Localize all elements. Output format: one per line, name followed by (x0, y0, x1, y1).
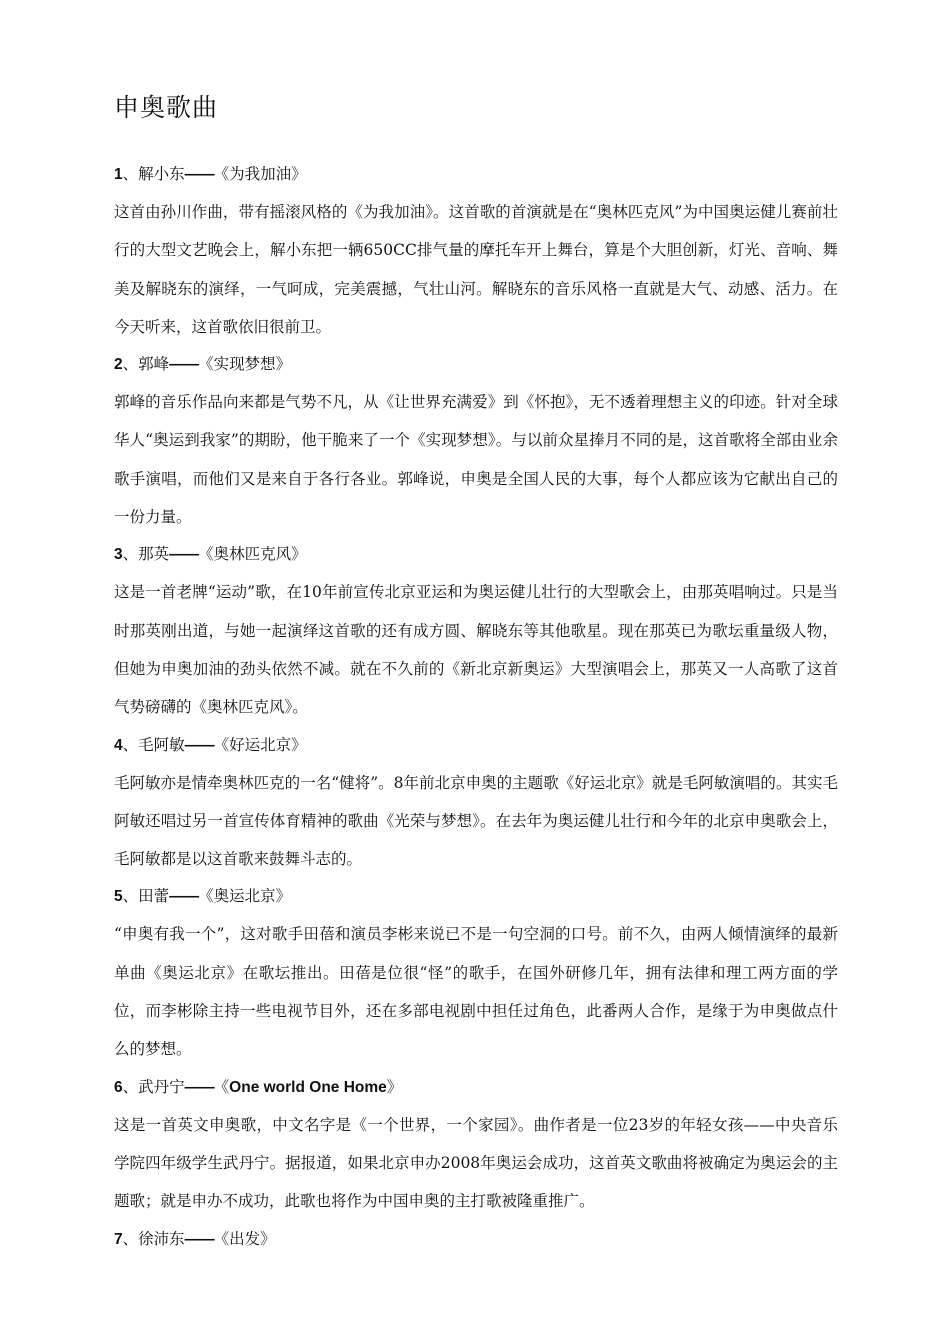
separator: 、 (122, 545, 139, 564)
dash: —— (184, 166, 214, 183)
song-title: 《好运北京》 (213, 735, 307, 754)
song-artist: 武丹宁 (138, 1077, 185, 1096)
song-number: 4 (114, 736, 123, 754)
song-title-close: 》 (386, 1077, 403, 1096)
separator: 、 (122, 355, 139, 374)
separator: 、 (122, 1077, 139, 1096)
song-description: 这首由孙川作曲，带有摇滚风格的《为我加油》。这首歌的首演就是在“奥林匹克风”为中国奥运健儿赛前壮行的大型文艺晚会上，解小东把一辆650CC排气量的摩托车开上舞台，算是个大胆创新，灯光、音响、舞美及解晓东的演绎，一气呵成，完美震撼，气壮山河。解晓东的音乐风格一直就是大气、动感、活力。在今天听来，这首歌依旧很前卫。 (114, 203, 838, 336)
song-artist: 毛阿敏 (138, 735, 185, 754)
song-description: 郭峰的音乐作品向来都是气势不凡，从《让世界充满爱》到《怀抱》，无不透着理想主义的印迹。针对全球华人“奥运到我家”的期盼，他干脆来了一个《实现梦想》。与以前众星捧月不同的是，这首歌将全部由业余歌手演唱，而他们又是来自于各行各业。郭峰说，申奥是全国人民的大事，每个人都应该为它献出自己的一份力量。 (114, 393, 838, 527)
song-section-5 (114, 887, 838, 1068)
song-section-4 (114, 736, 838, 879)
song-title-open: 《 (213, 1077, 230, 1096)
dash: —— (184, 736, 214, 754)
song-section-1 (114, 165, 838, 346)
song-description: 毛阿敏亦是情牵奥林匹克的一名“健将”。8年前北京申奥的主题歌《好运北京》就是毛阿敏演唱的。其实毛阿敏还唱过另一首宣传体育精神的歌曲《光荣与梦想》。在去年为奥运健儿壮行和今年的北京申奥歌会上，毛阿敏都是以这首歌来鼓舞斗志的。 (114, 773, 838, 869)
separator: 、 (122, 735, 139, 754)
song-number: 6 (114, 1078, 123, 1096)
song-title: 《出发》 (213, 1229, 276, 1248)
song-section-6 (114, 1078, 838, 1221)
song-number: 3 (114, 546, 123, 564)
song-artist: 郭峰 (138, 355, 170, 374)
separator: 、 (122, 1229, 139, 1248)
song-title: 《奥运北京》 (198, 887, 292, 906)
song-artist: 解小东 (138, 165, 185, 183)
song-heading (114, 1078, 838, 1097)
song-description: 这是一首英文申奥歌，中文名字是《一个世界，一个家园》。曲作者是一位23岁的年轻女孩——中央音乐学院四年级学生武丹宁。据报道，如果北京申办2008年奥运会成功，这首英文歌曲将被确定为奥运会的主题歌；就是申办不成功，此歌也将作为中国申奥的主打歌被隆重推广。 (114, 1115, 838, 1211)
song-title: 《为我加油》 (213, 165, 307, 183)
separator: 、 (122, 165, 139, 183)
dash: —— (169, 888, 199, 906)
song-artist: 田蕾 (138, 887, 170, 906)
song-number: 2 (114, 356, 123, 374)
song-title-english: One world One Home (229, 1078, 387, 1096)
song-heading (114, 355, 838, 374)
song-description: “申奥有我一个”，这对歌手田蓓和演员李彬来说已不是一句空洞的口号。前不久，由两人倾情演绎的最新单曲《奥运北京》在歌坛推出。田蓓是位很“怪”的歌手，在国外研修几年，拥有法律和理工两方面的学位，而李彬除主持一些电视节目外，还在多部电视剧中担任过角色，此番两人合作，是缘于为申奥做点什么的梦想。 (114, 925, 838, 1059)
separator: 、 (122, 887, 139, 906)
song-section-3 (114, 545, 838, 726)
song-heading (114, 165, 838, 184)
document-title: 申奥歌曲 (114, 93, 219, 122)
song-heading (114, 736, 838, 755)
song-heading (114, 887, 838, 906)
song-number: 1 (114, 166, 123, 183)
song-description: 这是一首老牌“运动”歌，在10年前宣传北京亚运和为奥运健儿壮行的大型歌会上，由那英唱响过。只是当时那英刚出道，与她一起演绎这首歌的还有成方圆、解晓东等其他歌星。现在那英已为歌坛重量级人物，但她为申奥加油的劲头依然不减。就在不久前的《新北京新奥运》大型演唱会上，那英又一人高歌了这首气势磅礴的《奥林匹克风》。 (114, 583, 838, 717)
song-section-7 (114, 1230, 838, 1249)
song-artist: 徐沛东 (138, 1229, 185, 1248)
dash: —— (169, 356, 199, 374)
song-heading (114, 1230, 838, 1249)
song-number: 7 (114, 1230, 123, 1248)
song-artist: 那英 (138, 545, 170, 564)
song-title: 《实现梦想》 (198, 355, 292, 374)
song-section-2 (114, 355, 838, 536)
dash: —— (184, 1078, 214, 1096)
dash: —— (169, 546, 199, 564)
dash: —— (184, 1230, 214, 1248)
song-number: 5 (114, 888, 123, 906)
song-heading (114, 545, 838, 564)
song-title: 《奥林匹克风》 (198, 545, 307, 564)
document-page (114, 88, 838, 1269)
